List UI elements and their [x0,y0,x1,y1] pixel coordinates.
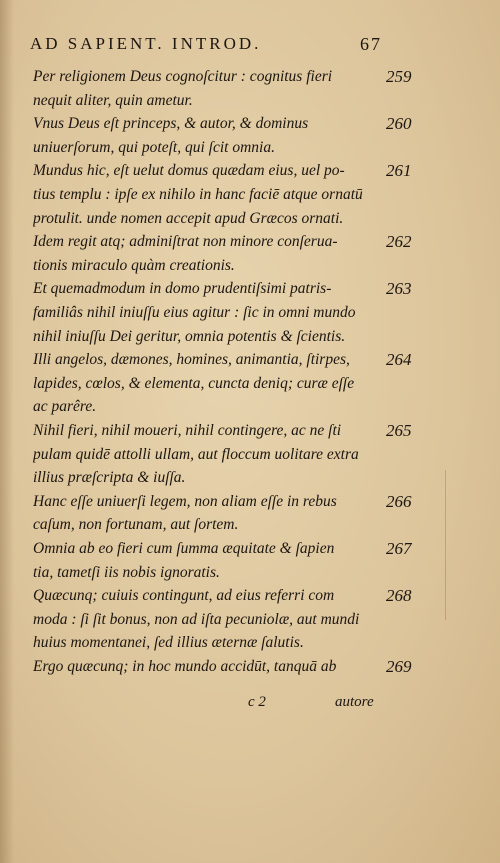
aphorism-first-line: Et quemadmodum in domo prudentiſsimi patris- [33,280,332,298]
aphorism-line: protulit. unde nomen accepit apud Græcos ornati. [33,209,344,227]
aphorism-line: tia, tametſi iis nobis ignoratis. [33,563,220,581]
aphorism-first-line: Vnus Deus eſt princeps, & autor, & dominus [33,115,309,133]
aphorism-line: moda : ſi ſit bonus, non ad iſta pecuniolæ, aut mundi [33,610,360,628]
aphorism-number: 261 [386,161,412,181]
aphorism-first-line: Per religionem Deus cognoſcitur : cognitus fieri [33,68,333,85]
aphorism-line: familiâs nihil iniuſſu eius agitur : ſic in omni mundo [33,304,356,321]
aphorism-line: huius momentanei, ſed illius æternæ ſalutis. [33,634,304,652]
margin-mark [445,470,454,620]
aphorism-first-line: Idem regit atq; adminiſtrat non minore conſerua- [33,233,338,251]
aphorism-first-line: Illi angelos, dæmones, homines, animantia, ſtirpes, [33,351,350,369]
aphorism-first-line: Hanc eſſe uniuerſi legem, non aliam eſſe in rebus [33,492,337,510]
running-title: AD SAPIENT. INTROD. [30,34,262,53]
aphorism-number: 263 [386,279,412,299]
aphorism-number: 268 [386,586,412,606]
aphorism-number: 267 [386,539,412,558]
aphorism-first-line: Mundus hic, eſt uelut domus quædam eius, uel po- [33,162,345,180]
aphorism-line: nequit aliter, quin ametur. [33,91,193,109]
aphorism-line: pulam quidē attolli ullam, aut floccum uolitare extra [33,445,359,463]
aphorism-line: tionis miraculo quàm creationis. [33,256,235,274]
running-header [30,34,390,58]
aphorism-number: 264 [386,350,412,370]
aphorism-number: 260 [386,114,412,134]
aphorism-number: 259 [386,67,412,86]
aphorism-number: 265 [386,421,412,440]
aphorism-line: uniuerſorum, qui poteſt, qui ſcit omnia. [33,138,275,156]
aphorism-first-line: Ergo quæcunq; in hoc mundo accidūt, tanquā ab [33,658,337,675]
aphorism-number: 262 [386,232,412,252]
aphorism-line: ac parêre. [33,398,97,416]
catchword: autore [335,694,374,710]
aphorism-number: 269 [386,657,412,676]
aphorism-number: 266 [386,491,412,511]
aphorism-line: nihil iniuſſu Dei geritur, omnia potentis & ſcientis. [33,327,346,345]
aphorism-line: tius templu : ipſe ex nihilo in hanc faciē atque ornatū [33,186,363,203]
aphorism-first-line: Omnia ab eo fieri cum ſumma æquitate & ſapien [33,540,335,557]
aphorism-line: illius præſcripta & iuſſa. [33,469,186,487]
aphorism-first-line: Nihil fieri, nihil moueri, nihil contingere, ac ne ſti [33,422,342,439]
aphorism-line: lapides, cœlos, & elementa, cuncta deniq; curæ eſſe [33,374,355,392]
signature-mark: c 2 [248,694,266,710]
page-number: 67 [360,34,382,54]
aphorism-first-line: Quæcunq; cuiuis contingunt, ad eius referri com [33,587,335,605]
aphorism-line: caſum, non fortunam, aut ſortem. [33,516,239,534]
